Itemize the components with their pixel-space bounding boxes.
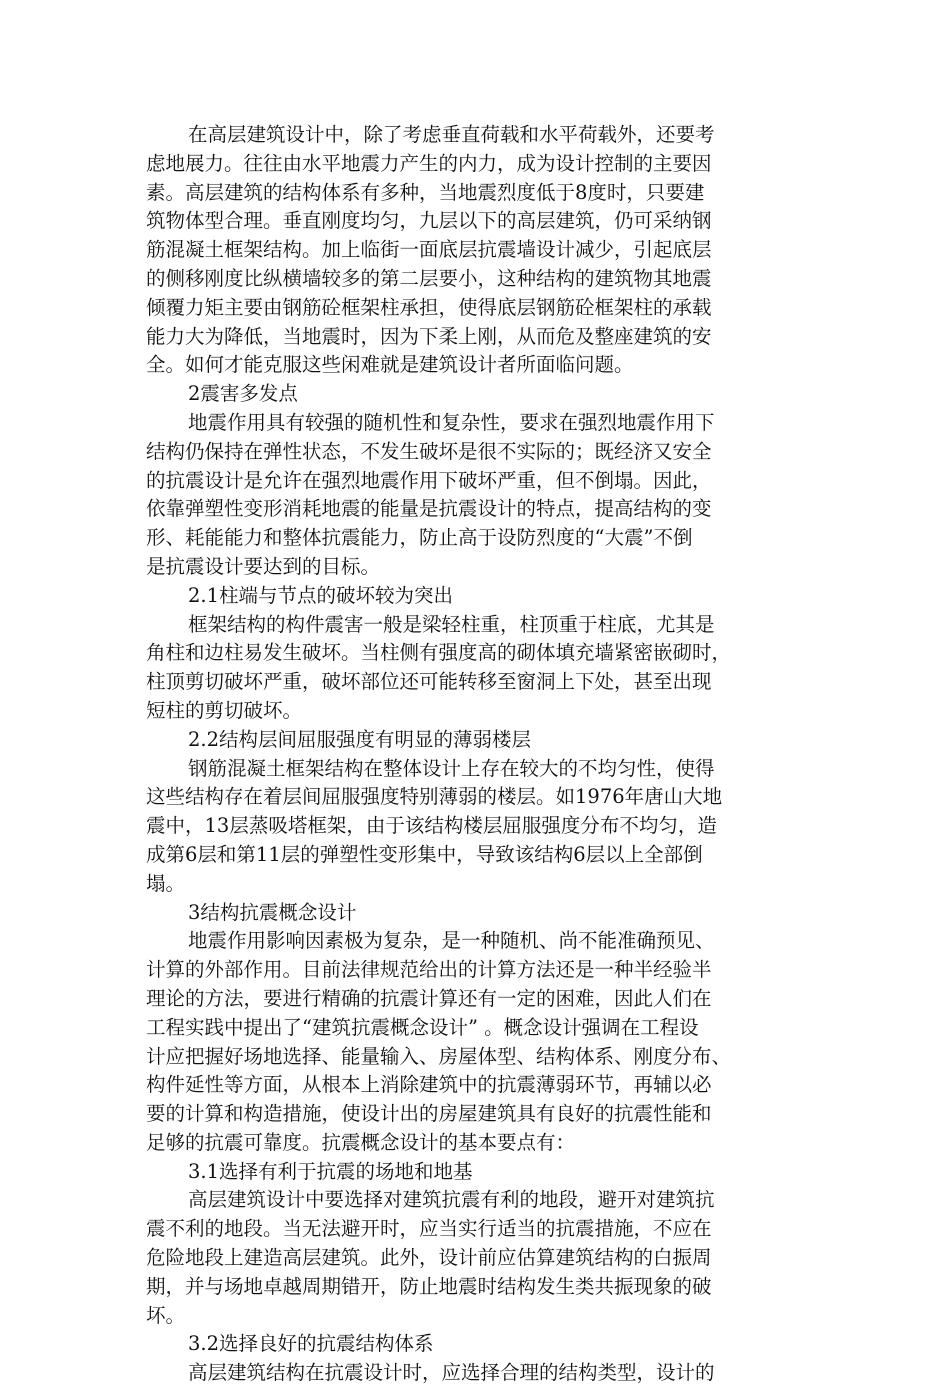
- text-line: 结构仍保持在弹性状态，不发生破坏是很不实际的；既经济又安全: [146, 439, 712, 463]
- text-line: 素。高层建筑的结构体系有多种，当地震烈度低于8度时，只要建: [146, 180, 705, 204]
- text-line: 地震作用影响因素极为复杂，是一种随机、尚不能准确预见、: [188, 929, 715, 953]
- text-line: 工程实践中提出了“建筑抗震概念设计” 。概念设计强调在工程设: [146, 1015, 699, 1039]
- text-line: 形、耗能能力和整体抗震能力，防止高于设防烈度的“大震”不倒: [146, 526, 693, 550]
- text-line: 钢筋混凝土框架结构在整体设计上存在较大的不均匀性，使得: [188, 756, 715, 780]
- text-line: 塌。: [146, 871, 186, 895]
- text-line: 短柱的剪切破坏。: [146, 698, 303, 722]
- text-line: 理论的方法，要进行精确的抗震计算还有一定的困难，因此人们在: [146, 986, 712, 1010]
- text-line: 倾覆力矩主要由钢筋砼框架柱承担，使得底层钢筋砼框架柱的承载: [146, 295, 712, 319]
- text-line: 2震害多发点: [188, 382, 298, 406]
- text-line: 震不利的地段。当无法避开时，应当实行适当的抗震措施，不应在: [146, 1217, 712, 1241]
- text-line: 能力大为降低，当地震时，因为下柔上刚，从而危及整座建筑的安: [146, 324, 712, 348]
- text-line: 足够的抗震可靠度。抗震概念设计的基本要点有：: [146, 1130, 576, 1154]
- text-line: 框架结构的构件震害一般是梁轻柱重，柱顶重于柱底，尤其是: [188, 612, 715, 636]
- text-line: 的侧移刚度比纵横墙较多的第二层要小，这种结构的建筑物其地震: [146, 266, 712, 290]
- text-line: 计算的外部作用。目前法律规范给出的计算方法还是一种半经验半: [146, 958, 712, 982]
- text-line: 3.2选择良好的抗震结构体系: [188, 1332, 434, 1356]
- text-line: 成第6层和第11层的弹塑性变形集中，导致该结构6层以上全部倒: [146, 842, 703, 866]
- text-line: 坏。: [146, 1303, 186, 1327]
- text-line: 构件延性等方面，从根本上消除建筑中的抗震薄弱环节，再辅以必: [146, 1073, 712, 1097]
- text-line: 高层建筑结构在抗震设计时，应选择合理的结构类型，设计的: [188, 1361, 715, 1385]
- text-line: 3.1选择有利于抗震的场地和地基: [188, 1159, 473, 1183]
- text-line: 要的计算和构造措施，使设计出的房屋建筑具有良好的抗震性能和: [146, 1102, 712, 1126]
- text-line: 2.1柱端与节点的破坏较为突出: [188, 583, 454, 607]
- text-line: 期，并与场地卓越周期错开，防止地震时结构发生类共振现象的破: [146, 1274, 712, 1298]
- text-line: 这些结构存在着层间屈服强度特别薄弱的楼层。如1976年唐山大地: [146, 785, 723, 809]
- text-line: 地震作用具有较强的随机性和复杂性，要求在强烈地震作用下: [188, 410, 715, 434]
- text-line: 虑地展力。往往由水平地震力产生的内力，成为设计控制的主要因: [146, 151, 712, 175]
- text-line: 依靠弹塑性变形消耗地震的能量是抗震设计的特点，提高结构的变: [146, 497, 712, 521]
- text-line: 筋混凝土框架结构。加上临街一面底层抗震墙设计减少，引起底层: [146, 238, 712, 262]
- text-line: 的抗震设计是允许在强烈地震作用下破坏严重，但不倒塌。因此，: [146, 468, 712, 492]
- text-line: 角柱和边柱易发生破坏。当柱侧有强度高的砌体填充墙紧密嵌砌时，: [146, 641, 732, 665]
- text-line: 2.2结构层间屈服强度有明显的薄弱楼层: [188, 727, 532, 751]
- text-line: 筑物体型合理。垂直刚度均匀，九层以下的高层建筑，仍可采纳钢: [146, 209, 712, 233]
- text-line: 计应把握好场地选择、能量输入、房屋体型、结构体系、刚度分布、: [146, 1044, 732, 1068]
- text-line: 柱顶剪切破坏严重，破坏部位还可能转移至窗洞上下处，甚至出现: [146, 670, 712, 694]
- document-body: [146, 121, 794, 1388]
- text-line: 高层建筑设计中要选择对建筑抗震有利的地段，避开对建筑抗: [188, 1188, 715, 1212]
- text-line: 全。如何才能克服这些闲难就是建筑设计者所面临问题。: [146, 353, 634, 377]
- text-line: 震中，13层蒸吸塔框架，由于该结构楼层屈服强度分布不均匀，造: [146, 814, 717, 838]
- text-line: 3结构抗震概念设计: [188, 900, 357, 924]
- text-line: 是抗震设计要达到的目标。: [146, 554, 381, 578]
- text-line: 危险地段上建造高层建筑。此外，设计前应估算建筑结构的白振周: [146, 1246, 712, 1270]
- text-line: 在高层建筑设计中，除了考虑垂直荷载和水平荷载外，还要考: [188, 123, 715, 146]
